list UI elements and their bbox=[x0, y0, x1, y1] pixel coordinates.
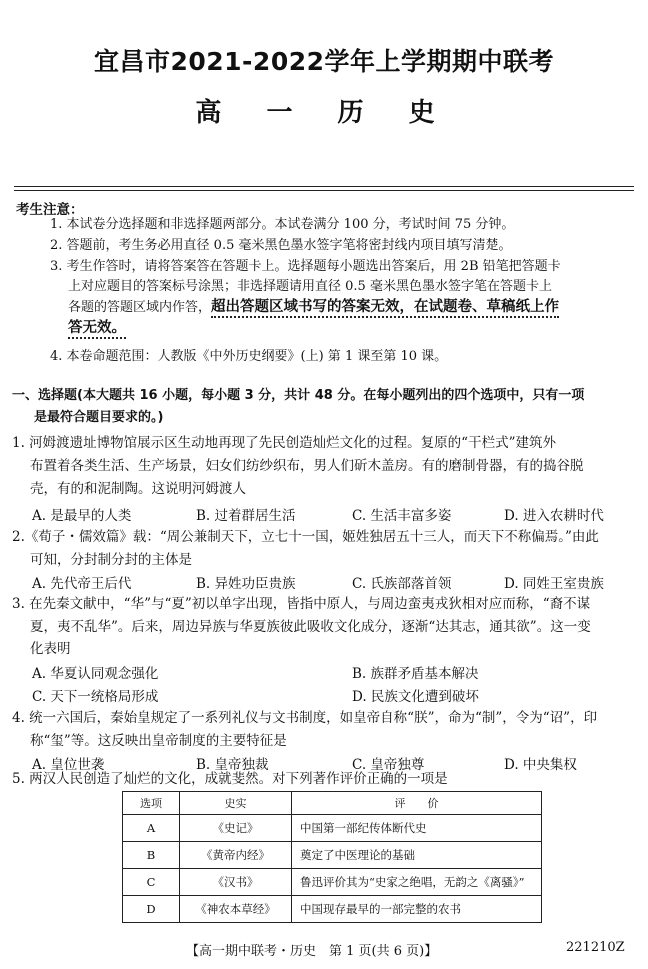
question-4-option-d[interactable]: D. 中央集权 bbox=[504, 757, 577, 773]
question-4-option-c[interactable]: C. 皇帝独尊 bbox=[352, 757, 425, 773]
notice-item-3-cont: 上对应题目的答案标号涂黑；非选择题请用直径 0.5 毫米黑色墨水签字笔在答题卡上 bbox=[68, 279, 552, 294]
table-cell-fact: 《神农本草经》 bbox=[180, 896, 292, 923]
table-cell-fact: 《汉书》 bbox=[180, 869, 292, 896]
notice-item-2: 2. 答题前，考生务必用直径 0.5 毫米黑色墨水签字笔将密封线内项目填写清楚。 bbox=[50, 238, 512, 253]
table-row bbox=[123, 869, 542, 896]
table-row bbox=[123, 896, 542, 923]
question-2-line-1: 2.《荀子・儒效篇》载：“周公兼制天下，立七十一国，姬姓独居五十三人，而天下不称偏焉。”由此 bbox=[12, 529, 599, 545]
question-3-option-c[interactable]: C. 天下一统格局形成 bbox=[32, 689, 159, 705]
exam-code: 221210Z bbox=[566, 940, 625, 955]
notice-item-1: 1. 本试卷分选择题和非选择题两部分。本试卷满分 100 分，考试时间 75 分钟。 bbox=[50, 217, 515, 232]
table-header-option: 选项 bbox=[123, 792, 180, 815]
table-cell-evaluation: 中国现存最早的一部完整的农书 bbox=[292, 896, 542, 923]
top-rule-inner bbox=[14, 190, 634, 191]
table-cell-evaluation: 鲁迅评价其为“史家之绝唱，无韵之《离骚》” bbox=[292, 869, 542, 896]
question-1-option-d[interactable]: D. 进入农耕时代 bbox=[504, 508, 604, 524]
table-cell-evaluation: 中国第一部纪传体断代史 bbox=[292, 815, 542, 842]
question-3-option-d[interactable]: D. 民族文化遭到破坏 bbox=[352, 689, 479, 705]
question-4-option-b[interactable]: B. 皇帝独裁 bbox=[196, 757, 269, 773]
notice-item-3-tail: 各题的答题区域内作答， bbox=[68, 300, 212, 315]
question-3-option-b[interactable]: B. 族群矛盾基本解决 bbox=[352, 666, 479, 682]
section-heading-line-2: 是最符合题目要求的。) bbox=[34, 410, 164, 425]
question-2-option-b[interactable]: B. 异姓功臣贵族 bbox=[196, 576, 296, 592]
table-cell-fact: 《黄帝内经》 bbox=[180, 842, 292, 869]
notice-emphasis-1: 超出答题区域书写的答案无效，在试题卷、草稿纸上作 bbox=[211, 299, 559, 318]
question-2-option-c[interactable]: C. 氏族部落首领 bbox=[352, 576, 452, 592]
question-3-line-1: 3. 在先秦文献中，“华”与“夏”初以单字出现，皆指中原人，与周边蛮夷戎狄相对应而称，“裔不谋 bbox=[12, 596, 591, 612]
section-heading-line-1: 一、选择题(本大题共 16 小题，每小题 3 分，共计 48 分。在每小题列出的四个选项中，只有一项 bbox=[12, 388, 585, 403]
page-footer: 【高一期中联考・历史 第 1 页(共 6 页)】 bbox=[186, 944, 438, 959]
question-1-option-b[interactable]: B. 过着群居生活 bbox=[196, 508, 296, 524]
question-3-line-3: 化表明 bbox=[30, 641, 71, 657]
table-cell-option: C bbox=[123, 869, 180, 896]
notice-item-4: 4. 本卷命题范围：人教版《中外历史纲要》(上) 第 1 课至第 10 课。 bbox=[50, 349, 448, 364]
question-1-option-c[interactable]: C. 生活丰富多姿 bbox=[352, 508, 452, 524]
question-1-line-3: 壳，有的和泥制陶。这说明河姆渡人 bbox=[30, 481, 246, 497]
top-rule bbox=[14, 186, 634, 187]
table-row bbox=[123, 815, 542, 842]
notice-emphasis-2: 答无效。 bbox=[68, 320, 126, 339]
question-1-line-2: 布置着各类生活、生产场景，妇女们纺纱织布，男人们斫木盖房。有的磨制骨器，有的捣谷脱 bbox=[30, 458, 584, 474]
question-3-option-a[interactable]: A. 华夏认同观念强化 bbox=[32, 666, 159, 682]
table-cell-option: A bbox=[123, 815, 180, 842]
table-row bbox=[123, 842, 542, 869]
question-3-line-2: 夏，夷不乱华”。后来，周边异族与华夏族彼此吸收文化成分，逐渐“达其志，通其欲”。这一变 bbox=[30, 619, 591, 635]
question-4-option-a[interactable]: A. 皇位世袭 bbox=[32, 757, 105, 773]
question-5-line-1: 5. 两汉人民创造了灿烂的文化，成就斐然。对下列著作评价正确的一项是 bbox=[12, 771, 448, 787]
notice-emphasis-line bbox=[68, 318, 126, 339]
notice-item-3: 3. 考生作答时，请将答案答在答题卡上。选择题每小题选出答案后，用 2B 铅笔把答题卡 bbox=[50, 259, 561, 274]
table-cell-option: B bbox=[123, 842, 180, 869]
notice-item-3-cont2 bbox=[68, 297, 559, 318]
table-header-evaluation: 评 价 bbox=[292, 792, 542, 815]
table-cell-evaluation: 奠定了中医理论的基础 bbox=[292, 842, 542, 869]
question-2-line-2: 可知，分封制分封的主体是 bbox=[30, 552, 192, 568]
question-4-line-1: 4. 统一六国后，秦始皇规定了一系列礼仪与文书制度，如皇帝自称“朕”，命为“制”，令为“诏”，印 bbox=[12, 710, 598, 726]
table-cell-fact: 《史记》 bbox=[180, 815, 292, 842]
question-1-option-a[interactable]: A. 是最早的人类 bbox=[32, 508, 132, 524]
exam-title: 宜昌市2021-2022学年上学期期中联考 bbox=[93, 47, 555, 76]
notice-heading: 考生注意： bbox=[16, 202, 84, 218]
table-cell-option: D bbox=[123, 896, 180, 923]
question-2-option-a[interactable]: A. 先代帝王后代 bbox=[32, 576, 132, 592]
question-5-table bbox=[122, 791, 542, 923]
question-1-line-1: 1. 河姆渡遗址博物馆展示区生动地再现了先民创造灿烂文化的过程。复原的“干栏式”建筑外 bbox=[12, 435, 556, 451]
table-header-fact: 史实 bbox=[180, 792, 292, 815]
question-4-line-2: 称“玺”等。这反映出皇帝制度的主要特征是 bbox=[30, 733, 287, 749]
question-2-option-d[interactable]: D. 同姓王室贵族 bbox=[504, 576, 604, 592]
table-header-row bbox=[123, 792, 542, 815]
subject-title: 高 一 历 史 bbox=[195, 98, 453, 128]
